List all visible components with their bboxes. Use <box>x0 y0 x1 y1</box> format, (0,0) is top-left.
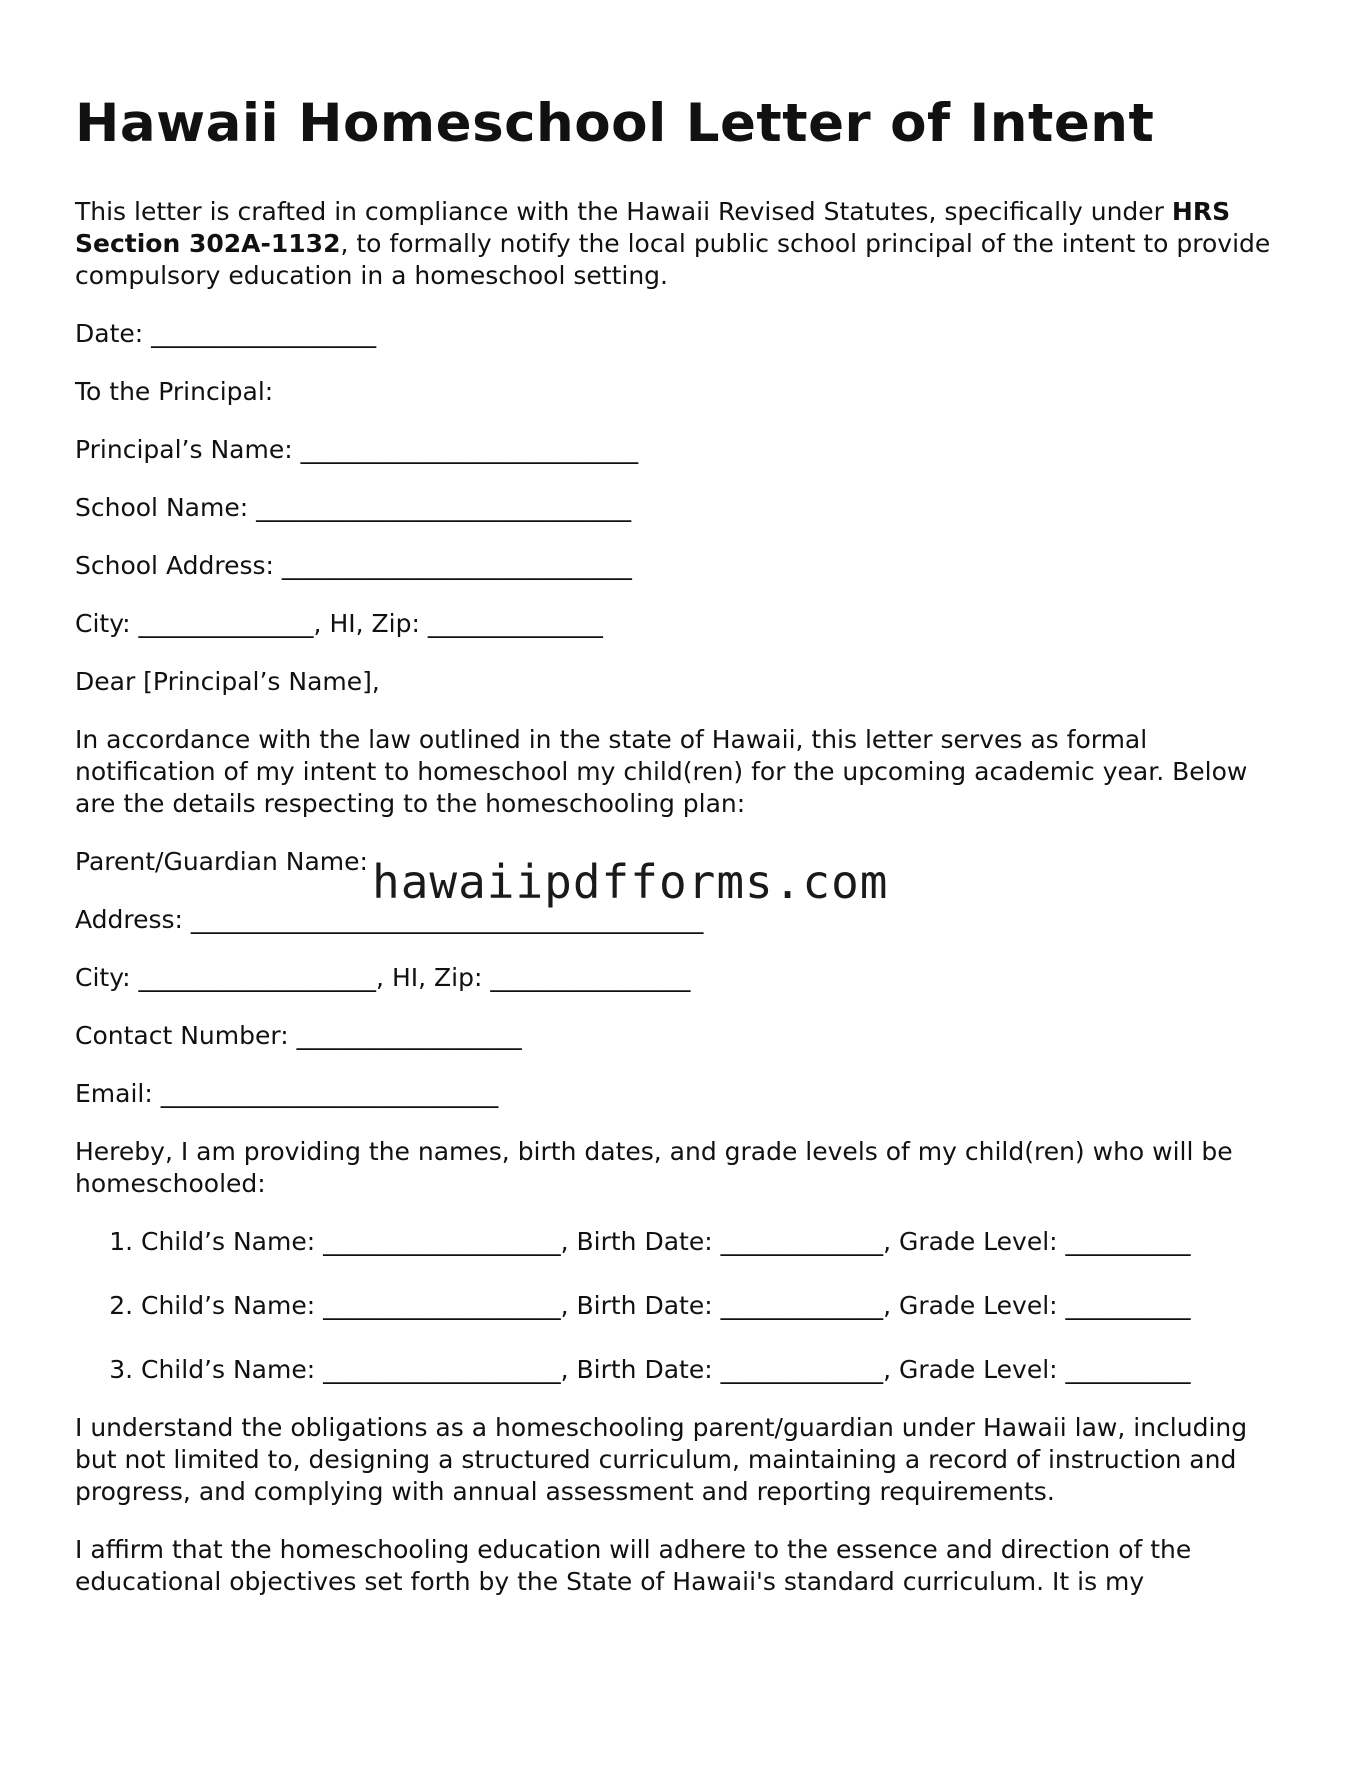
child-entry-3[interactable]: 3. Child’s Name: ___________________, Birth Date: _____________, Grade Level: __________ <box>141 1354 1290 1386</box>
parent-name-field[interactable]: Parent/Guardian Name: <box>75 846 368 876</box>
letter-document <box>75 92 1290 1624</box>
email-field[interactable]: Email: ___________________________ <box>75 1078 499 1108</box>
affirmation-paragraph: I affirm that the homeschooling education will adhere to the essence and direction of the educational objectives set forth by the State of Hawaii's standard curriculum. It is my <box>75 1534 1192 1596</box>
school-name-field[interactable]: School Name: ______________________________ <box>75 492 632 522</box>
intro-text-after: , to formally notify the local public school principal of the intent to provide compulsory education in a homeschool setting. <box>75 228 1271 290</box>
children-list <box>75 1226 1290 1386</box>
salutation: Dear [Principal’s Name], <box>75 666 380 696</box>
child-entry-1[interactable]: 1. Child’s Name: ___________________, Birth Date: _____________, Grade Level: __________ <box>141 1226 1290 1258</box>
parent-address-field[interactable]: Address: _________________________________________ <box>75 904 704 934</box>
intro-paragraph <box>75 196 1290 292</box>
to-principal-label: To the Principal: <box>75 376 274 406</box>
children-intro-paragraph: Hereby, I am providing the names, birth dates, and grade levels of my child(ren) who will be homeschooled: <box>75 1136 1233 1198</box>
statute-reference: HRS Section 302A-1132 <box>75 196 1231 258</box>
document-title: Hawaii Homeschool Letter of Intent <box>75 93 1155 154</box>
school-address-field[interactable]: School Address: ____________________________ <box>75 550 632 580</box>
intro-text-before: This letter is crafted in compliance with the Hawaii Revised Statutes, specifically under <box>75 196 1172 226</box>
obligations-paragraph: I understand the obligations as a homeschooling parent/guardian under Hawaii law, including but not limited to, designing a structured curriculum, maintaining a record of instruction and progress, and complying with annual assessment and reporting requirements. <box>75 1412 1248 1506</box>
watermark-text: hawaiipdfforms.com <box>372 855 889 909</box>
notice-paragraph: In accordance with the law outlined in the state of Hawaii, this letter serves as formal notification of my intent to homeschool my child(ren) for the upcoming academic year. Below are the details respecting to the homeschooling plan: <box>75 724 1248 818</box>
date-field[interactable]: Date: __________________ <box>75 318 377 348</box>
child-entry-2[interactable]: 2. Child’s Name: ___________________, Birth Date: _____________, Grade Level: __________ <box>141 1290 1290 1322</box>
school-city-zip-field[interactable]: City: ______________, HI, Zip: ______________ <box>75 608 603 638</box>
principal-name-field[interactable]: Principal’s Name: ___________________________ <box>75 434 639 464</box>
parent-city-zip-field[interactable]: City: ___________________, HI, Zip: ________________ <box>75 962 691 992</box>
contact-number-field[interactable]: Contact Number: __________________ <box>75 1020 522 1050</box>
